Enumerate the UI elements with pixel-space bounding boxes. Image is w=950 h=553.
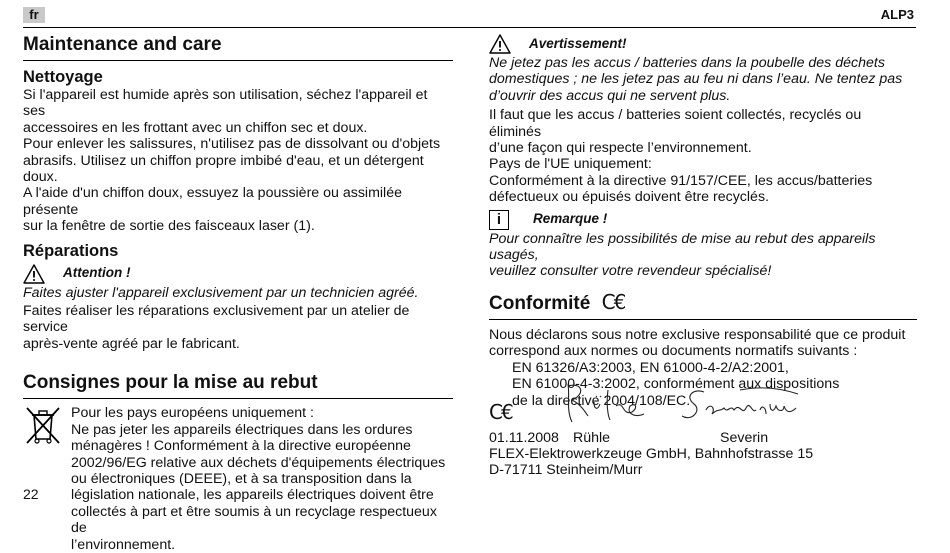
reparations-line: Faites réaliser les réparations exclusivement par un atelier de service	[23, 303, 410, 336]
signer-ruhle: Rühle	[573, 430, 611, 446]
nettoyage-line: abrasifs. Utilisez un chiffon propre imbibé d'eau, et un détergent doux.	[23, 152, 424, 186]
batteries-line: défectueux ou épuisés doivent être recyclés.	[489, 189, 769, 206]
signature-ruhle	[560, 380, 660, 428]
avertissement-line: domestiques ; ne les jetez pas au feu ni dans l’eau. Ne tentez pas	[489, 71, 903, 88]
nettoyage-title: Nettoyage	[23, 68, 103, 86]
conformite-line: correspond aux normes ou documents normatifs suivants :	[489, 343, 858, 360]
nettoyage-line: Pour enlever les salissures, n'utilisez pas de dissolvant ou d'objets	[23, 136, 441, 153]
disposal-text	[71, 405, 453, 553]
conformite-title-text: Conformité	[489, 292, 591, 314]
avertissement-row	[489, 33, 917, 55]
nettoyage-line: Si l'appareil est humide après son utilisation, séchez l'appareil et ses	[23, 87, 428, 120]
attention-row	[23, 263, 453, 285]
right-column	[489, 30, 917, 409]
signature-date: 01.11.2008	[489, 430, 559, 446]
batteries-line: d’une façon qui respecte l’environnement.	[489, 140, 752, 157]
disposal-block	[23, 405, 453, 553]
ce-mark-icon: C€	[489, 400, 512, 424]
nettoyage-line: sur la fenêtre de sortie des faisceaux laser (1).	[23, 218, 315, 235]
info-icon: i	[489, 210, 509, 230]
avertissement-line: d’ouvrir des accus qui ne servent plus.	[489, 87, 731, 104]
ce-mark-icon: C€	[601, 289, 625, 314]
model-name: ALP3	[880, 7, 914, 22]
signer-severin: Severin	[720, 430, 769, 446]
rebut-title: Consignes pour la mise au rebut	[23, 372, 318, 394]
maintenance-title: Maintenance and care	[23, 34, 222, 55]
company-line: FLEX-Elektrowerkzeuge GmbH, Bahnhofstrasse 15	[489, 446, 814, 462]
remarque-line: veuillez consulter votre revendeur spécialisé!	[489, 263, 772, 280]
header-rule	[23, 27, 916, 28]
reparations-title: Réparations	[23, 241, 119, 260]
batteries-line: Conformément à la directive 91/157/CEE, les accus/batteries	[489, 172, 873, 189]
attention-label: Attention !	[63, 265, 131, 281]
reparations-line: après-vente agréé par le fabricant.	[23, 335, 240, 352]
rebut-line: collectés à part et être soumis à un recyclage respectueux de	[71, 503, 437, 537]
avertissement-line: Ne jetez pas les accus / batteries dans la poubelle des déchets	[489, 55, 885, 71]
norms-line: EN 61000-4-3:2002, conformément aux dispositions	[512, 376, 840, 393]
warning-triangle-icon	[489, 34, 511, 54]
language-badge: fr	[23, 7, 45, 23]
norms-line: de la directive 2004/108/EC.	[512, 392, 691, 409]
section-rule	[23, 60, 453, 61]
signature-severin	[680, 382, 805, 426]
address-line: D-71711 Steinheim/Murr	[489, 462, 643, 478]
remarque-label: Remarque !	[533, 211, 608, 227]
nettoyage-line: A l'aide d'un chiffon doux, essuyez la poussière ou assimilée présente	[23, 185, 402, 218]
batteries-line: Il faut que les accus / batteries soient collectés, recyclés ou éliminés	[489, 107, 862, 140]
section-rule	[489, 319, 917, 320]
rebut-line: ou électroniques (DEEE), et à sa transposition dans la	[71, 470, 412, 487]
conformite-title	[489, 291, 917, 315]
conformite-line: Nous déclarons sous notre exclusive responsabilité que ce produit	[489, 326, 906, 343]
remarque-line: Pour connaître les possibilités de mise au rebut des appareils usagés,	[489, 230, 876, 264]
page-number: 22	[23, 486, 39, 502]
rebut-line: ménagères ! Conformément à la directive européenne	[71, 438, 411, 455]
signature-date-row	[489, 430, 559, 446]
rebut-line: Ne pas jeter les appareils électriques dans les ordures	[71, 421, 413, 438]
section-rule	[23, 398, 453, 399]
left-column	[23, 30, 453, 553]
avertissement-label: Avertissement!	[529, 35, 627, 51]
remarque-row	[489, 209, 917, 231]
attention-text: Faites ajuster l'appareil exclusivement par un technicien agréé.	[23, 284, 419, 301]
rebut-line: législation nationale, les appareils électriques doivent être	[71, 487, 434, 504]
crossed-bin-icon	[23, 405, 63, 445]
rebut-line: 2002/96/EG relative aux déchets d'équipements électriques	[71, 454, 446, 471]
norms-line: EN 61326/A3:2003, EN 61000-4-2/A2:2001,	[512, 359, 789, 376]
rebut-line: l’environnement.	[71, 536, 176, 553]
rebut-line: Pour les pays européens uniquement :	[71, 405, 314, 422]
batteries-line: Pays de l'UE uniquement:	[489, 156, 652, 173]
nettoyage-line: accessoires en les frottant avec un chiffon sec et doux.	[23, 119, 368, 136]
warning-triangle-icon	[23, 264, 45, 284]
